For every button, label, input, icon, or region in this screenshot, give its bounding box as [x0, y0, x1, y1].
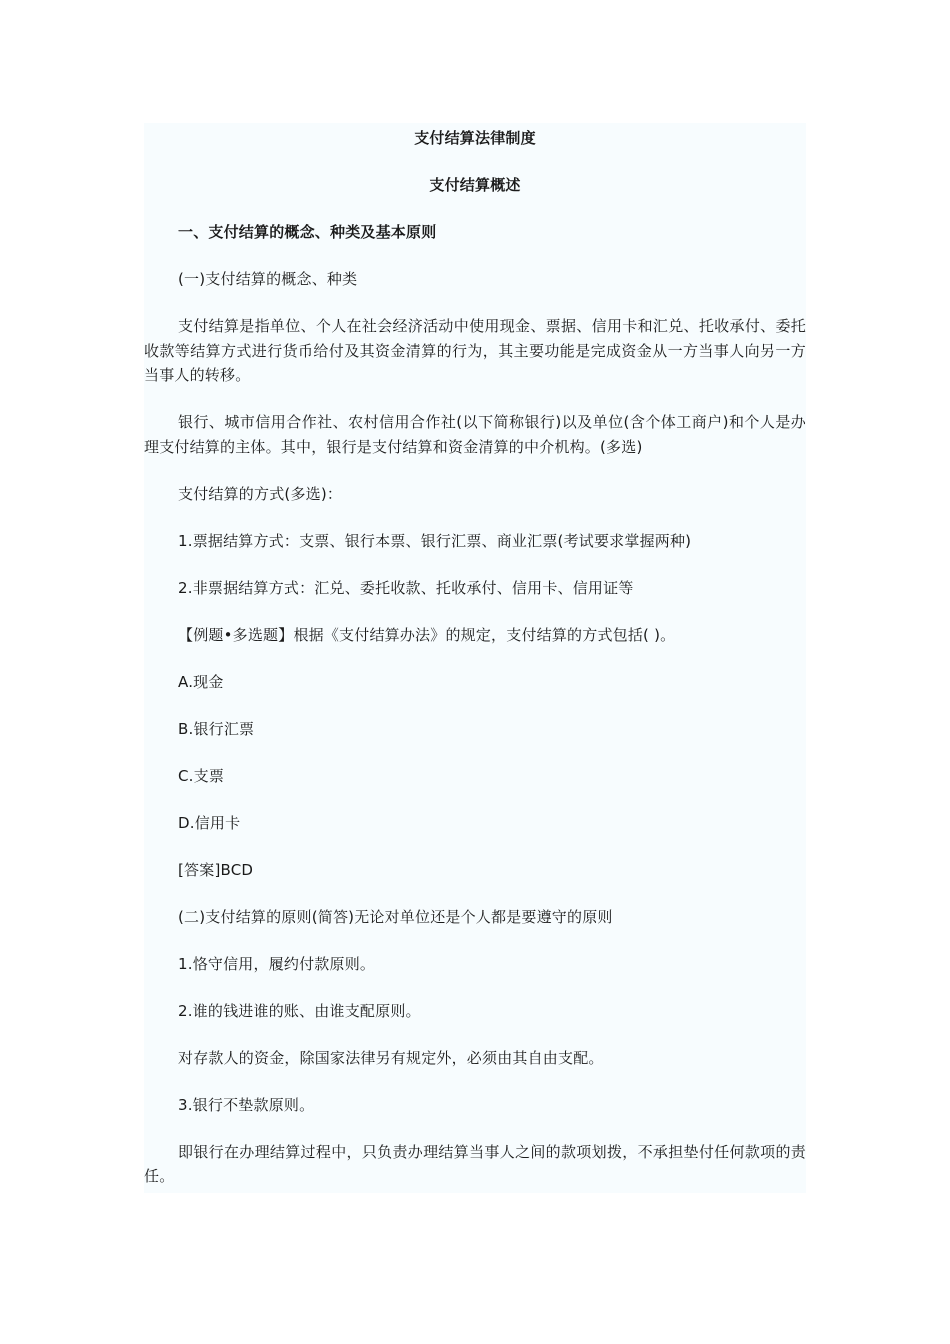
body-paragraph: 银行、城市信用合作社、农村信用合作社(以下简称银行)以及单位(含个体工商户)和个人是办理支付结算的主体。其中，银行是支付结算和资金清算的中介机构。(多选) — [144, 413, 806, 456]
body-paragraph: 支付结算的方式(多选)： — [178, 484, 343, 503]
body-paragraph: 支付结算是指单位、个人在社会经济活动中使用现金、票据、信用卡和汇兑、托收承付、委托收款等结算方式进行货币给付及其资金清算的行为，其主要功能是完成资金从一方当事人向另一方当事人的转移。 — [144, 317, 806, 384]
body-paragraph: 1.票据结算方式：支票、银行本票、银行汇票、商业汇票(考试要求掌握两种) — [178, 531, 692, 550]
body-paragraph: A.现金 — [178, 672, 224, 691]
paragraph-list — [144, 220, 806, 1189]
section-heading: 一、支付结算的概念、种类及基本原则 — [178, 223, 437, 241]
document-content — [144, 123, 806, 1193]
body-paragraph: 2.非票据结算方式：汇兑、委托收款、托收承付、信用卡、信用证等 — [178, 578, 634, 597]
body-paragraph: C.支票 — [178, 766, 225, 785]
body-paragraph: B.银行汇票 — [178, 719, 255, 738]
body-paragraph: 对存款人的资金，除国家法律另有规定外，必须由其自由支配。 — [178, 1048, 604, 1067]
body-paragraph: 1.恪守信用，履约付款原则。 — [178, 954, 376, 973]
body-paragraph: 即银行在办理结算过程中，只负责办理结算当事人之间的款项划拨，不承担垫付任何款项的责任。 — [144, 1142, 806, 1185]
body-paragraph: 【例题•多选题】根据《支付结算办法》的规定，支付结算的方式包括( )。 — [178, 625, 676, 644]
body-paragraph: [答案]BCD — [178, 860, 254, 879]
body-paragraph: 3.银行不垫款原则。 — [178, 1095, 315, 1114]
body-paragraph: (二)支付结算的原则(简答)无论对单位还是个人都是要遵守的原则 — [178, 907, 613, 926]
body-paragraph: D.信用卡 — [178, 813, 241, 832]
body-paragraph: (一)支付结算的概念、种类 — [178, 270, 358, 288]
document-title: 支付结算法律制度 — [414, 129, 536, 147]
section-title: 支付结算概述 — [429, 176, 521, 194]
body-paragraph: 2.谁的钱进谁的账、由谁支配原则。 — [178, 1001, 421, 1020]
